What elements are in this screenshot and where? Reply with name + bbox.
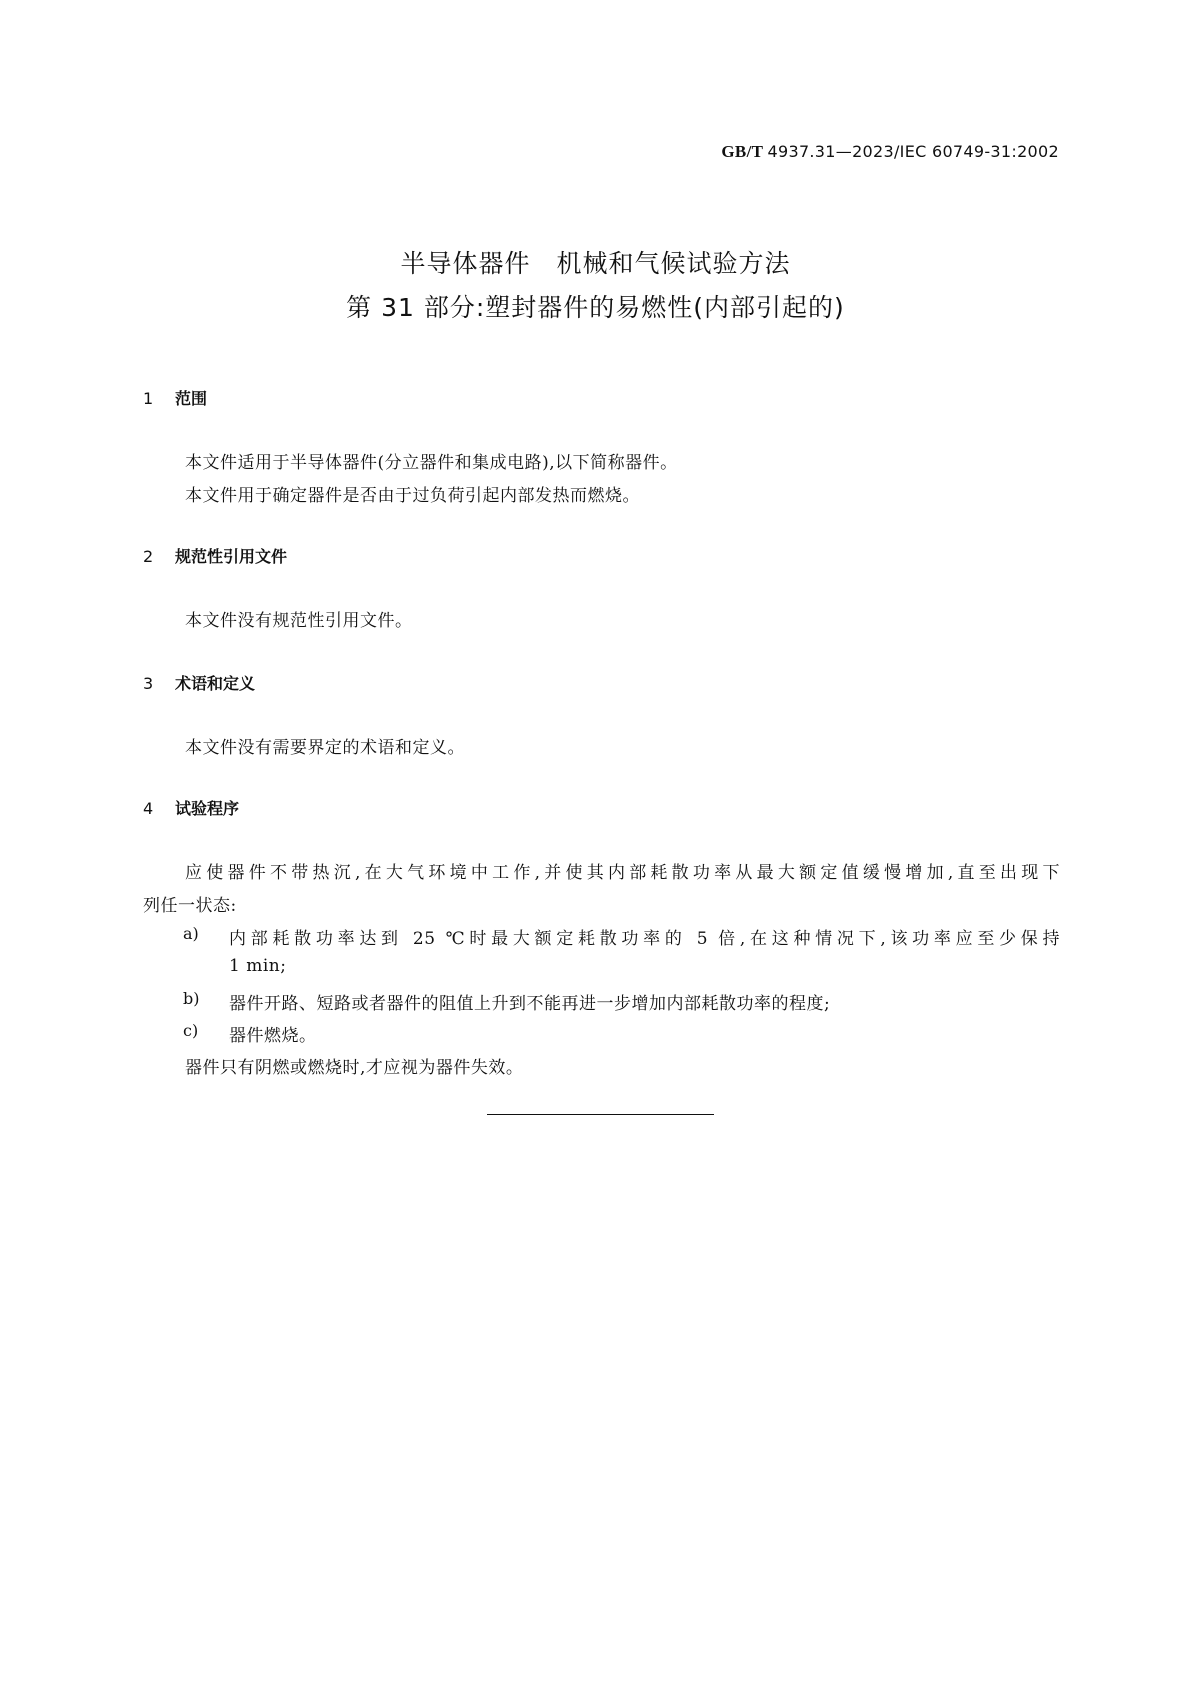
section-2-paragraph-1: 本文件没有规范性引用文件。	[185, 611, 413, 631]
standard-code	[721, 142, 1059, 162]
section-1-heading	[143, 386, 207, 409]
section-3-title: 术语和定义	[175, 674, 256, 693]
section-1-paragraph-1: 本文件适用于半导体器件(分立器件和集成电路),以下简称器件。	[185, 453, 678, 473]
list-item-a-label: a)	[183, 924, 199, 943]
section-4-closing: 器件只有阴燃或燃烧时,才应视为器件失效。	[185, 1058, 524, 1078]
standard-code-number: 4937.31—2023/IEC 60749-31:2002	[767, 142, 1059, 161]
section-4-number: 4	[143, 799, 154, 818]
section-1-paragraph-2: 本文件用于确定器件是否由于过负荷引起内部发热而燃烧。	[185, 486, 640, 506]
section-2-number: 2	[143, 547, 154, 566]
end-rule	[487, 1114, 714, 1115]
list-item-a-line-2: 1 min;	[229, 956, 287, 976]
section-2-title: 规范性引用文件	[175, 547, 288, 566]
standard-code-prefix: GB/T	[721, 142, 763, 161]
list-item-a-line-1: 内部耗散功率达到 25 ℃时最大额定耗散功率的 5 倍,在这种情况下,该功率应至少保持	[229, 929, 1060, 949]
section-3-paragraph-1: 本文件没有需要界定的术语和定义。	[185, 738, 465, 758]
section-3-number: 3	[143, 674, 154, 693]
section-3-heading	[143, 671, 255, 694]
list-item-c-line-1: 器件燃烧。	[229, 1026, 317, 1046]
section-4-intro-line-1: 应使器件不带热沉,在大气环境中工作,并使其内部耗散功率从最大额定值缓慢增加,直至出现下	[185, 863, 1060, 883]
section-4-intro-line-2: 列任一状态:	[143, 896, 237, 916]
document-title-line-2: 第 31 部分:塑封器件的易燃性(内部引起的)	[346, 293, 845, 322]
list-item-b-line-1: 器件开路、短路或者器件的阻值上升到不能再进一步增加内部耗散功率的程度;	[229, 994, 831, 1014]
section-1-number: 1	[143, 389, 154, 408]
section-4-heading	[143, 796, 239, 819]
list-item-c-label: c)	[183, 1021, 199, 1040]
list-item-b-label: b)	[183, 989, 200, 1008]
section-4-title: 试验程序	[175, 799, 240, 818]
section-1-title: 范围	[175, 389, 208, 408]
document-title-line-1: 半导体器件 机械和气候试验方法	[400, 249, 791, 278]
section-2-heading	[143, 544, 287, 567]
